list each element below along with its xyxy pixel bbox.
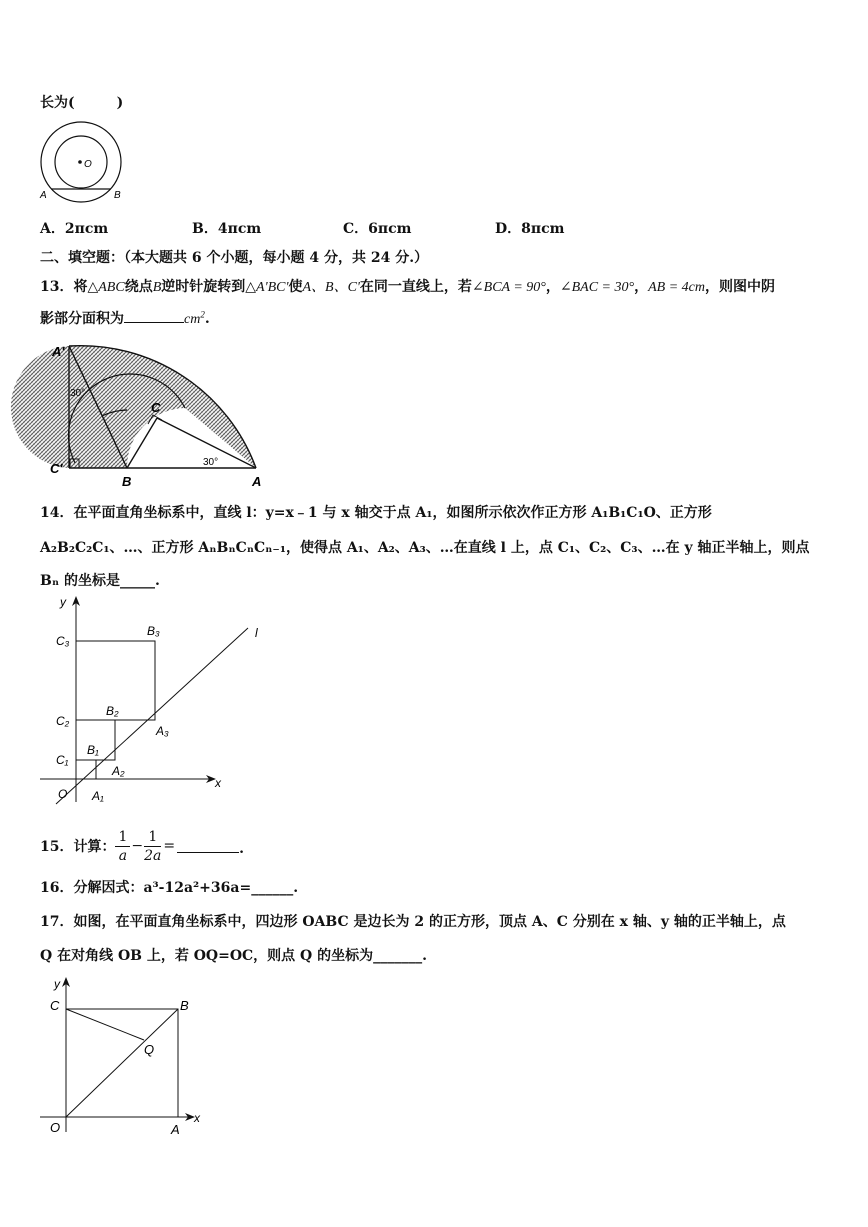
q12-label-b: B (114, 190, 121, 201)
q13-answer-blank (124, 321, 184, 323)
q14-label-a2: A₂ (112, 764, 125, 778)
q15-label: 15．计算： (40, 839, 116, 855)
q12-label-a: A (40, 190, 47, 201)
q15-answer-blank (177, 851, 239, 853)
q14-line2: A₂B₂C₂C₁、…、正方形 AₙBₙCₙCₙ₋₁，使得点 A₁、A₂、A₃、…在直线 l 上，点 C₁、C₂、C₃、…在 y 轴正半轴上，则点 (40, 540, 810, 556)
q12-question-tail: 长为( ) (40, 95, 124, 111)
q17-label-o: O (50, 1120, 61, 1135)
q13-unit-exponent: 2 (200, 309, 205, 320)
section-title: 二、填空题：（本大题共 6 个小题，每小题 4 分，共 24 分.） (40, 250, 429, 266)
q14-label-a1: A₁ (92, 789, 104, 803)
q13-text-d: 使 (288, 279, 303, 295)
q14-label-c1: C₁ (56, 753, 69, 767)
q14-line1: 14．在平面直角坐标系中，直线 l：y=x﹣1 与 x 轴交于点 A₁，如图所示依次作正方形 A₁B₁C₁O、正方形 (40, 505, 712, 521)
q12-circles-figure (36, 122, 128, 204)
q17-label-y: y (54, 977, 60, 991)
q14-label-x: x (215, 776, 221, 790)
q13-text-e: 在同一直线上，若 (359, 279, 472, 295)
q13-rotation-figure (40, 338, 270, 488)
q13-triangle-abc: △ABC (87, 280, 125, 295)
q17-label-a: A (171, 1122, 180, 1137)
q13-text-b: 绕点 (124, 279, 153, 295)
q13-triangle-rotated: △A'BC' (245, 280, 289, 295)
q12-option-a: A．2πcm (40, 221, 109, 237)
q13-label-a: A (252, 474, 262, 489)
q14-label-b2: B₂ (106, 704, 119, 718)
q15-denominator-1: a (118, 847, 128, 864)
q17-line2: Q 在对角线 OB 上，若 OQ=OC，则点 Q 的坐标为_______. (40, 948, 427, 964)
q14-label-b3: B₃ (147, 624, 160, 638)
q14-label-a3: A₃ (156, 724, 169, 738)
q15-numerator-2: 1 (144, 828, 161, 847)
q14-label-c3: C₃ (56, 634, 70, 648)
q13-text-line2: 影部分面积为 (40, 311, 124, 327)
q15-denominator-2: 2a (144, 847, 162, 864)
q17-line1: 17．如图，在平面直角坐标系中，四边形 OABC 是边长为 2 的正方形，顶点 A、C 分别在 x 轴、y 轴的正半轴上，点 (40, 914, 786, 930)
q13-text-a: 将 (73, 279, 88, 295)
q14-label-l: l (255, 626, 258, 640)
q13-condition-2: ∠BAC = 30° (559, 280, 635, 295)
q13-label-c-prime: C' (50, 461, 63, 476)
q12-option-b: B．4πcm (192, 221, 262, 237)
q15-fraction-1 (115, 828, 130, 865)
q13-number: 13． (40, 279, 74, 295)
q17-label-q: Q (144, 1042, 155, 1057)
q14-label-y: y (60, 595, 66, 609)
q15-equals: = (163, 838, 176, 854)
q13-unit: cm (184, 312, 201, 327)
q14-label-b1: B₁ (87, 743, 99, 757)
q14-squares-figure (40, 592, 270, 812)
q13-collinear-points: A、B、C' (302, 280, 360, 295)
q17-label-b: B (180, 998, 189, 1013)
q12-option-d: D．8πcm (495, 221, 565, 237)
q15-line: 15．计算： $\frac{1}{a}$ − $\frac{1}{2a}$ = . (40, 828, 245, 864)
q16-line: 16．分解因式：a³-12a²+36a=______. (40, 880, 299, 896)
q17-label-x: x (194, 1111, 200, 1125)
q13-angle-top: 30° (70, 388, 86, 399)
q17-label-c: C (50, 998, 60, 1013)
q13-point-b: B (152, 280, 162, 295)
q15-minus: − (131, 838, 144, 854)
q13-condition-3: AB = 4cm (648, 280, 705, 295)
q12-option-c: C．6πcm (343, 221, 412, 237)
q13-label-c: C (151, 400, 161, 415)
q13-line1: 13．将△ABC绕点B逆时针旋转到△A'BC'使A、B、C'在同一直线上，若∠BCA = 90°，∠BAC = 30°，AB = 4cm，则图中阴 (40, 279, 775, 295)
q12-label-o: O (84, 159, 92, 170)
q13-angle-right: 30° (203, 457, 219, 468)
q13-condition-1: ∠BCA = 90° (471, 280, 546, 295)
q13-line2: 影部分面积为 $cm^2$. (40, 309, 210, 327)
q13-label-a-prime: A' (52, 344, 65, 359)
q13-text-c: 逆时针旋转到 (161, 279, 246, 295)
q13-label-b: B (122, 474, 132, 489)
q14-line3: Bₙ 的坐标是_____. (40, 573, 160, 589)
q13-text-f: ，则图中阴 (704, 279, 775, 295)
q15-numerator-1: 1 (115, 828, 130, 847)
q15-fraction-2 (144, 828, 161, 865)
q14-label-c2: C₂ (56, 714, 70, 728)
q14-label-o: O (58, 787, 68, 801)
q17-square-figure (40, 972, 220, 1142)
